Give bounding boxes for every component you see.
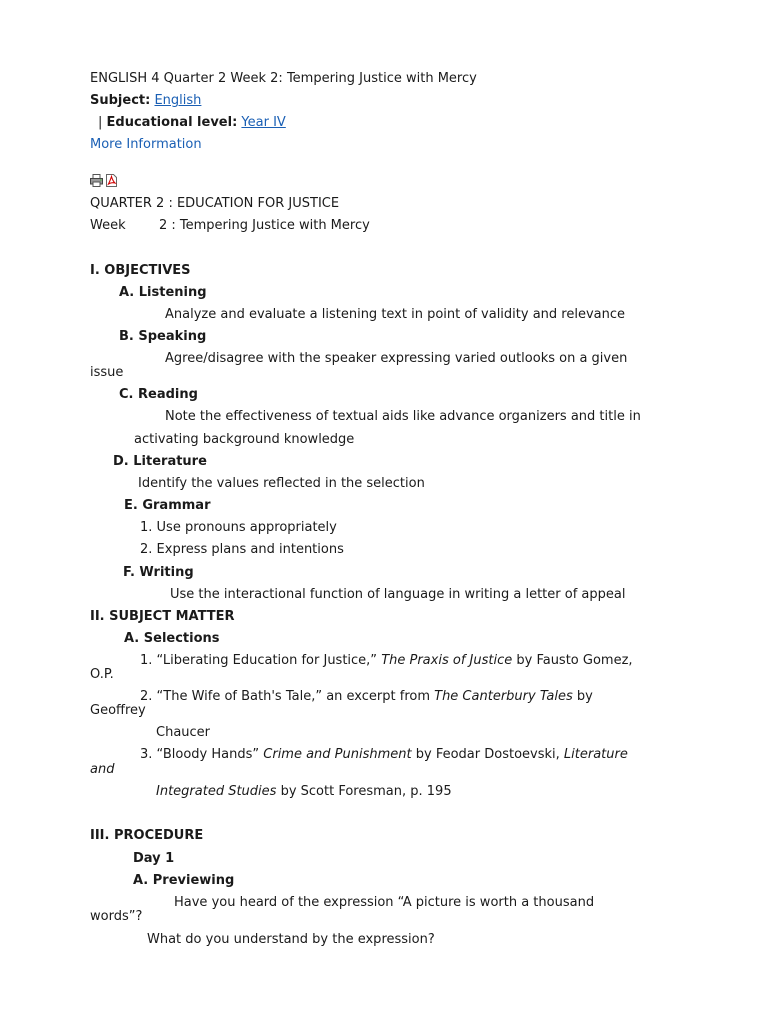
procedure-heading: III. PROCEDURE [90, 828, 204, 843]
selection-text: 2. “The Wife of Bath's Tale,” an excerpt from [140, 689, 435, 704]
grammar-item: 1. Use pronouns appropriately [140, 520, 337, 535]
grammar-heading: E. Grammar [124, 498, 211, 513]
literature-heading: D. Literature [113, 454, 207, 469]
subject-row [90, 93, 201, 109]
grammar-item: 2. Express plans and intentions [140, 542, 344, 557]
previewing-question: Have you heard of the expression “A picture is worth a thousand [174, 895, 595, 910]
action-icons [90, 174, 122, 188]
more-information-link[interactable]: More Information [90, 137, 202, 152]
day-label: Day 1 [133, 851, 175, 866]
selection-source: The Praxis of Justice [381, 653, 513, 668]
objectives-heading: I. OBJECTIVES [90, 263, 191, 278]
selection-text: 3. “Bloody Hands” [140, 747, 264, 762]
selection-item-3 [140, 747, 628, 763]
reading-text: Note the effectiveness of textual aids like advance organizers and title in [165, 409, 641, 424]
selection-item-1 [140, 653, 633, 669]
speaking-text: Agree/disagree with the speaker expressing varied outlooks on a given [165, 351, 628, 366]
selections-heading: A. Selections [124, 631, 220, 646]
week-line [90, 218, 370, 234]
pdf-icon[interactable] [105, 174, 118, 187]
speaking-text-continued: issue [90, 365, 124, 380]
selection-item-2 [140, 689, 593, 705]
week-value: 2 : Tempering Justice with Mercy [159, 218, 370, 233]
selection-item-2-continued: Geoffrey [90, 703, 146, 718]
print-icon[interactable] [90, 174, 103, 187]
writing-heading: F. Writing [123, 565, 194, 580]
selection-author: by [572, 689, 593, 704]
selection-source: Crime and Punishment [263, 747, 412, 762]
previewing-heading: A. Previewing [133, 873, 235, 888]
selection-item-2-author: Chaucer [156, 725, 211, 740]
educational-level-row [98, 115, 286, 131]
selection-item-3-source [156, 784, 452, 800]
previewing-question-continued: words”? [90, 909, 143, 924]
selection-item-3-continued: and [90, 762, 115, 777]
selection-source: Literature [563, 747, 628, 762]
selection-item-1-continued: O.P. [90, 667, 114, 682]
week-label: Week [90, 218, 126, 233]
selection-author: by Scott Foresman, p. 195 [276, 784, 452, 799]
subject-link[interactable]: English [154, 93, 202, 108]
separator: | [98, 115, 103, 130]
speaking-heading: B. Speaking [119, 329, 207, 344]
selection-source: The Canterbury Tales [434, 689, 573, 704]
selection-author: by Fausto Gomez, [512, 653, 633, 668]
subject-label: Subject: [90, 93, 151, 108]
listening-text: Analyze and evaluate a listening text in point of validity and relevance [165, 307, 626, 322]
educational-level-link[interactable]: Year IV [241, 115, 286, 130]
more-info-row [90, 137, 202, 153]
selection-source: Integrated Studies [156, 784, 277, 799]
educational-level-label: Educational level: [106, 115, 238, 130]
document-title: ENGLISH 4 Quarter 2 Week 2: Tempering Justice with Mercy [90, 71, 477, 86]
selection-text: 1. “Liberating Education for Justice,” [140, 653, 382, 668]
reading-text-continued: activating background knowledge [134, 432, 355, 447]
listening-heading: A. Listening [119, 285, 207, 300]
subject-matter-heading: II. SUBJECT MATTER [90, 609, 235, 624]
quarter-line: QUARTER 2 : EDUCATION FOR JUSTICE [90, 196, 340, 211]
writing-text: Use the interactional function of language in writing a letter of appeal [170, 587, 626, 602]
selection-author: by Feodar Dostoevski, [411, 747, 564, 762]
reading-heading: C. Reading [119, 387, 198, 402]
literature-text: Identify the values reflected in the selection [138, 476, 425, 491]
previewing-question: What do you understand by the expression? [147, 932, 435, 947]
